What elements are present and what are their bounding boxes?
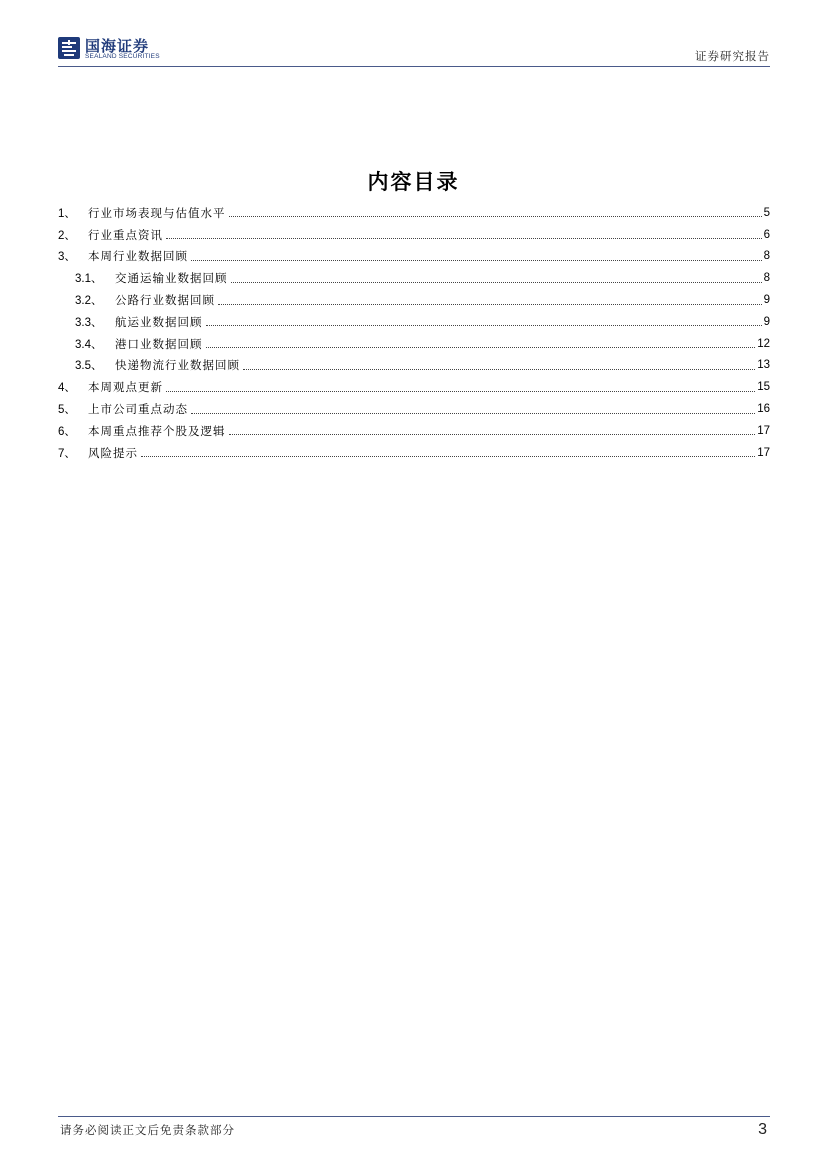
toc-entry-number: 3.2、 xyxy=(75,295,103,308)
toc-entry-title: 港口业数据回顾 xyxy=(115,336,203,351)
toc-entry[interactable] xyxy=(58,442,770,464)
toc-entry-page: 13 xyxy=(757,359,770,372)
footer-disclaimer: 请务必阅读正文后免责条款部分 xyxy=(60,1123,235,1137)
logo-english-name: SEALAND SECURITIES xyxy=(85,53,160,60)
toc-title: 内容目录 xyxy=(367,170,460,194)
toc-leader-dots xyxy=(229,216,762,217)
logo-chinese-name: 国海证券 xyxy=(85,37,150,55)
toc-entry-page: 17 xyxy=(757,446,770,459)
table-of-contents xyxy=(58,202,770,464)
toc-entry-number: 3.3、 xyxy=(75,316,103,329)
toc-entry[interactable] xyxy=(58,420,770,442)
toc-leader-dots xyxy=(191,260,762,261)
toc-entry-number: 3.1、 xyxy=(75,273,103,286)
toc-leader-dots xyxy=(243,369,755,370)
toc-entry-title: 公路行业数据回顾 xyxy=(115,293,215,308)
toc-entry-page: 9 xyxy=(763,315,770,328)
toc-entry-page: 9 xyxy=(763,294,770,307)
toc-subentry[interactable] xyxy=(58,267,770,289)
toc-entry-page: 5 xyxy=(763,206,770,219)
toc-entry[interactable] xyxy=(58,398,770,420)
footer-divider xyxy=(58,1116,770,1117)
toc-entry-number: 3、 xyxy=(58,251,76,264)
toc-entry-number: 4、 xyxy=(58,382,76,395)
toc-entry-title: 航运业数据回顾 xyxy=(115,314,203,329)
company-logo xyxy=(58,34,178,62)
toc-entry-title: 行业市场表现与估值水平 xyxy=(88,205,226,220)
toc-entry[interactable] xyxy=(58,224,770,246)
toc-entry-page: 17 xyxy=(757,424,770,437)
toc-leader-dots xyxy=(206,325,762,326)
toc-entry-title: 本周重点推荐个股及逻辑 xyxy=(88,423,226,438)
toc-entry-title: 风险提示 xyxy=(88,445,138,460)
toc-entry-page: 6 xyxy=(763,228,770,241)
toc-entry[interactable] xyxy=(58,202,770,224)
toc-leader-dots xyxy=(141,456,755,457)
toc-entry-number: 2、 xyxy=(58,229,76,242)
toc-leader-dots xyxy=(166,238,762,239)
toc-subentry[interactable] xyxy=(58,311,770,333)
toc-leader-dots xyxy=(206,347,756,348)
toc-leader-dots xyxy=(191,413,755,414)
toc-subentry[interactable] xyxy=(58,333,770,355)
header-divider xyxy=(58,66,770,67)
toc-entry-number: 6、 xyxy=(58,425,76,438)
toc-entry-title: 快递物流行业数据回顾 xyxy=(115,358,240,373)
toc-entry-page: 8 xyxy=(763,250,770,263)
toc-leader-dots xyxy=(218,304,762,305)
toc-subentry[interactable] xyxy=(58,289,770,311)
toc-entry-title: 交通运输业数据回顾 xyxy=(115,271,228,286)
toc-leader-dots xyxy=(166,391,755,392)
toc-entry-number: 1、 xyxy=(58,207,76,220)
toc-entry-title: 上市公司重点动态 xyxy=(88,402,188,417)
toc-entry-page: 12 xyxy=(757,337,770,350)
toc-entry-number: 3.4、 xyxy=(75,338,103,351)
toc-entry[interactable] xyxy=(58,246,770,268)
toc-leader-dots xyxy=(229,434,756,435)
page-header xyxy=(58,34,770,66)
toc-entry-number: 5、 xyxy=(58,404,76,417)
toc-entry[interactable] xyxy=(58,376,770,398)
toc-subentry[interactable] xyxy=(58,355,770,377)
sealand-logo-icon xyxy=(58,37,80,59)
toc-entry-page: 8 xyxy=(763,272,770,285)
toc-entry-title: 本周行业数据回顾 xyxy=(88,249,188,264)
toc-leader-dots xyxy=(231,282,762,283)
toc-entry-title: 行业重点资讯 xyxy=(88,227,163,242)
page-number: 3 xyxy=(758,1121,767,1138)
toc-entry-page: 16 xyxy=(757,403,770,416)
toc-entry-number: 3.5、 xyxy=(75,360,103,373)
report-type-label: 证券研究报告 xyxy=(695,49,770,63)
toc-entry-title: 本周观点更新 xyxy=(88,380,163,395)
toc-entry-number: 7、 xyxy=(58,447,76,460)
toc-entry-page: 15 xyxy=(757,381,770,394)
